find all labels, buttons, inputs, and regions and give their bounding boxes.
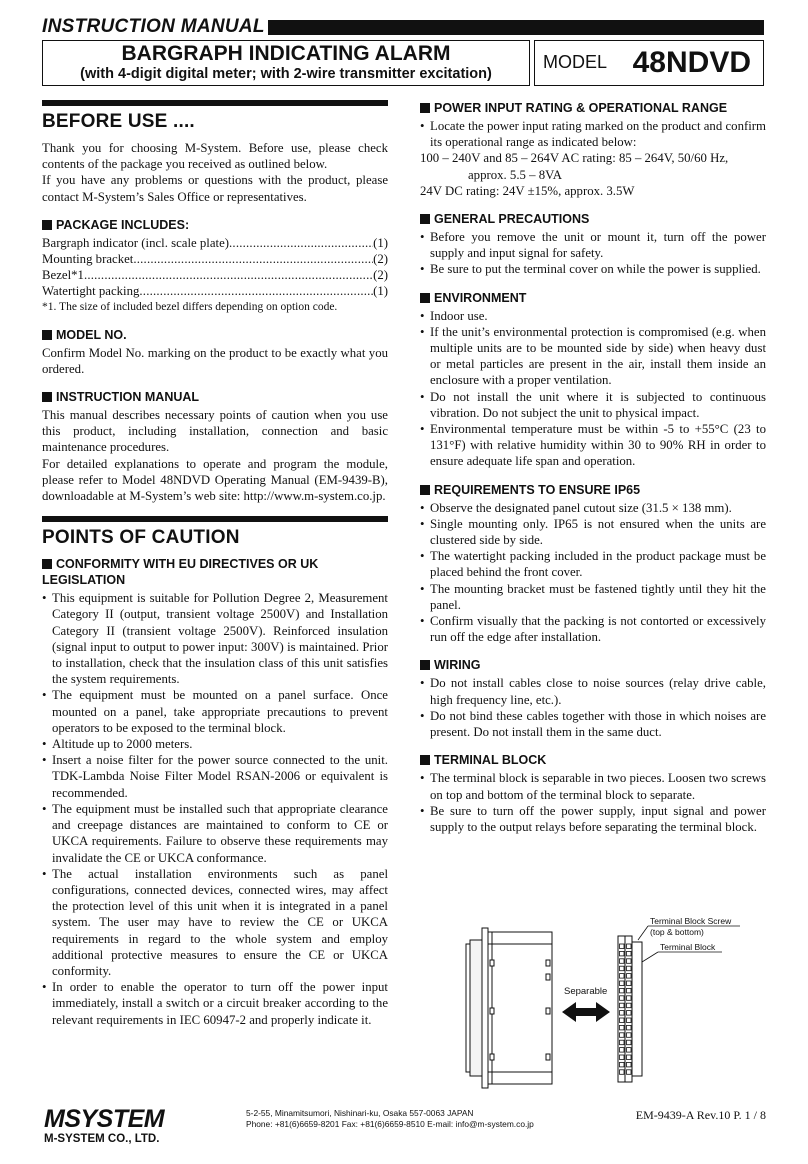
list-item: • This equipment is suitable for Pollution Degree 2, Measurement Category II (output, transient voltage 2500V) and Installation Category II (transient voltage 2500V). Reinforced insulation (signal input to output to power input: 300V) is maintained. Prior to installation, check that the insulation class of this unit satisfies the system requirements. (42, 590, 388, 687)
list-item: • Locate the power input rating marked on the product and confirm its operational range as indicated below: (420, 118, 766, 150)
terminal-screw (620, 988, 625, 993)
list-item: • Do not install cables close to noise sources (relay drive cable, high frequency line, etc.). (420, 675, 766, 707)
terminal-screw (627, 1048, 632, 1053)
terminal-heading: TERMINAL BLOCK (420, 752, 766, 768)
power-dc-rating: 24V DC rating: 24V ±15%, approx. 3.5W (420, 183, 635, 198)
power-list (420, 118, 766, 150)
caution-heading: POINTS OF CAUTION (42, 527, 240, 549)
terminal-screw (627, 1025, 632, 1030)
list-item: • Before you remove the unit or mount it, turn off the power supply and input signal for safety. (420, 229, 766, 261)
terminal-screw (627, 1011, 632, 1016)
section-rule (42, 100, 388, 106)
right-column (420, 100, 766, 835)
package-item: Mounting bracket ..... (2) (42, 251, 388, 267)
product-subtitle: (with 4-digit digital meter; with 2-wire transmitter excitation) (80, 66, 492, 82)
terminal-screw (620, 944, 625, 949)
before-use-p2: If you have any problems or questions with the product, please contact M-System’s Sales Office or representatives. (42, 173, 388, 204)
eu-conformity-heading: CONFORMITY WITH EU DIRECTIVES OR UK LEGISLATION (42, 557, 319, 588)
header-rule (268, 20, 764, 35)
list-item: • Be sure to turn off the power supply, input signal and power supply to the output relays before separating the terminal block. (420, 803, 766, 835)
list-item: • Do not bind these cables together with those in which noises are present. Do not install them in the same duct. (420, 708, 766, 740)
terminal-screw (627, 951, 632, 956)
list-item: • Insert a noise filter for the power source connected to the unit. TDK-Lambda Noise Filter Model RSAN-2006 or equivalent is recommended. (42, 752, 388, 801)
terminal-screw (620, 981, 625, 986)
screw-label: Terminal Block Screw (650, 916, 732, 926)
terminal-block (618, 936, 642, 1082)
list-item: • The terminal block is separable in two pieces. Loosen two screws on top and bottom of the terminal block to separate. (420, 770, 766, 802)
power-ac-rating: 100 – 240V and 85 – 264V AC rating: 85 – 264V, 50/60 Hz, (420, 151, 729, 166)
list-item: • The mounting bracket must be fastened tightly until they hit the panel. (420, 581, 766, 613)
environment-list (420, 308, 766, 470)
terminal-screw (620, 1070, 625, 1075)
model-no-heading: MODEL NO. (42, 327, 388, 343)
model-no-text: Confirm Model No. marking on the product to be exactly what you ordered. (42, 345, 388, 376)
model-box (534, 40, 764, 86)
package-note: *1. The size of included bezel differs depending on option code. (42, 300, 338, 313)
company-address: 5-2-55, Minamitsumori, Nishinari-ku, Osaka 557-0063 JAPAN Phone: +81(6)6659-8201 Fax: +81(6)6659-8510 E-mail: info@m-system.co.jp (246, 1108, 534, 1129)
terminal-screw (627, 966, 632, 971)
wiring-heading: WIRING (420, 657, 766, 673)
terminal-screw (620, 1040, 625, 1045)
terminal-screw (627, 1033, 632, 1038)
terminal-screw (627, 1040, 632, 1045)
package-heading: PACKAGE INCLUDES: (42, 217, 388, 233)
terminal-screw (620, 1062, 625, 1067)
ip65-list (420, 500, 766, 646)
terminal-list (420, 770, 766, 835)
terminal-screw (620, 1048, 625, 1053)
general-heading: GENERAL PRECAUTIONS (420, 211, 766, 227)
list-item: • Do not install the unit where it is subjected to continuous vibration. Do not subject the unit to physical impact. (420, 389, 766, 421)
terminal-screw (620, 996, 625, 1001)
eu-conformity-list (42, 590, 388, 1027)
manual-heading: INSTRUCTION MANUAL (42, 389, 388, 405)
list-item: • The equipment must be mounted on a panel surface. Once mounted on a panel, take appropriate precautions to prevent operators to be exposed to the terminal block. (42, 687, 388, 736)
footer (42, 1106, 766, 1150)
list-item: • Indoor use. (420, 308, 766, 324)
power-heading: POWER INPUT RATING & OPERATIONAL RANGE (420, 100, 766, 116)
list-item: • Be sure to put the terminal cover on while the power is supplied. (420, 261, 766, 277)
terminal-screw (620, 1003, 625, 1008)
terminal-block-label: Terminal Block (660, 942, 716, 952)
company-logo: MSYSTEM (44, 1105, 165, 1133)
list-item: • The watertight packing included in the product package must be placed behind the front cover. (420, 548, 766, 580)
terminal-screw (620, 974, 625, 979)
wiring-list (420, 675, 766, 740)
package-item: Bargraph indicator (incl. scale plate) ..... (1) (42, 235, 388, 251)
title-box (42, 40, 530, 86)
terminal-screw (620, 951, 625, 956)
list-item: • The actual installation environments such as panel configurations, connected devices, connected wires, may affect the protection level of this unit when it is integrated in a panel system. The user may have to review the CE or UKCA requirements in regard to the whole system and employ additional protective measures to ensure the CE or UKCA conformity. (42, 866, 388, 979)
product-title: BARGRAPH INDICATING ALARM (121, 42, 451, 65)
left-column (42, 100, 388, 1028)
ip65-heading: REQUIREMENTS TO ENSURE IP65 (420, 482, 766, 498)
terminal-screw (627, 1070, 632, 1075)
terminal-screw (627, 944, 632, 949)
list-item: • The equipment must be installed such that appropriate clearance and creepage distances are maintained to conform to CE or UKCA requirements. Failure to observe these requirements may invalidate the CE or UKCA conformance. (42, 801, 388, 866)
terminal-screw (627, 1018, 632, 1023)
terminal-screw (620, 1033, 625, 1038)
screw-label-sub: (top & bottom) (650, 927, 704, 937)
header-bar (42, 16, 764, 38)
terminal-screw (627, 988, 632, 993)
terminal-screw (627, 1062, 632, 1067)
terminal-screw (627, 996, 632, 1001)
terminal-screw (627, 1003, 632, 1008)
terminal-screw (620, 959, 625, 964)
list-item: • Observe the designated panel cutout size (31.5 × 138 mm). (420, 500, 766, 516)
terminal-screw (620, 1055, 625, 1060)
before-use-p1: Thank you for choosing M-System. Before use, please check contents of the package you received as outlined below. (42, 141, 388, 172)
terminal-screw (620, 1025, 625, 1030)
company-name: M-SYSTEM CO., LTD. (44, 1133, 160, 1145)
list-item: • Confirm visually that the packing is not contorted or excessively run off the edge after installation. (420, 613, 766, 645)
terminal-screw (627, 959, 632, 964)
model-number: 48NDVD (632, 46, 751, 79)
indicator-body (466, 928, 552, 1088)
manual-p2: For detailed explanations to operate and program the module, please refer to Model 48NDVD Operating Manual (EM-9439-B), downloadable at M-System’s web site: http://www.m-system.co.jp. (42, 456, 388, 504)
list-item: • If the unit’s environmental protection is compromised (e.g. when multiple units are to be mounted side by side) when heavy dust or metal particles are present in the air, install them inside an enclosure with a proper ventilation. (420, 324, 766, 389)
terminal-screw (620, 1018, 625, 1023)
list-item: • In order to enable the operator to turn off the power input immediately, install a switch or a circuit breaker according to the relevant requirements in IEC 60947-2 and properly indicate it. (42, 979, 388, 1028)
terminal-screw (620, 966, 625, 971)
section-rule (42, 516, 388, 522)
model-label: MODEL (543, 52, 608, 72)
environment-heading: ENVIRONMENT (420, 290, 766, 306)
list-item: • Environmental temperature must be within -5 to +55°C (23 to 131°F) with relative humidity within 30 to 90% RH in order to ensure adequate life span and operation. (420, 421, 766, 470)
terminal-screw (627, 974, 632, 979)
document-number: EM-9439-A Rev.10 P. 1 / 8 (635, 1108, 766, 1122)
list-item: • Single mounting only. IP65 is not ensured when the units are clustered side by side. (420, 516, 766, 548)
package-item: Bezel*1 ..... (2) (42, 267, 388, 283)
list-item: • Altitude up to 2000 meters. (42, 736, 388, 752)
separable-label: Separable (564, 986, 608, 997)
terminal-screw (627, 981, 632, 986)
separable-arrow (562, 1002, 610, 1022)
manual-p1: This manual describes necessary points of caution when you use this product, including installation, connection and basic maintenance procedures. (42, 408, 388, 455)
header-label: INSTRUCTION MANUAL (42, 16, 265, 37)
package-item: Watertight packing ..... (1) (42, 283, 388, 299)
before-use-heading: BEFORE USE .... (42, 111, 195, 132)
terminal-block-diagram (462, 914, 762, 1096)
power-ac-consumption: approx. 5.5 – 8VA (468, 167, 562, 182)
terminal-screw (620, 1011, 625, 1016)
general-list (420, 229, 766, 278)
terminal-screw (627, 1055, 632, 1060)
